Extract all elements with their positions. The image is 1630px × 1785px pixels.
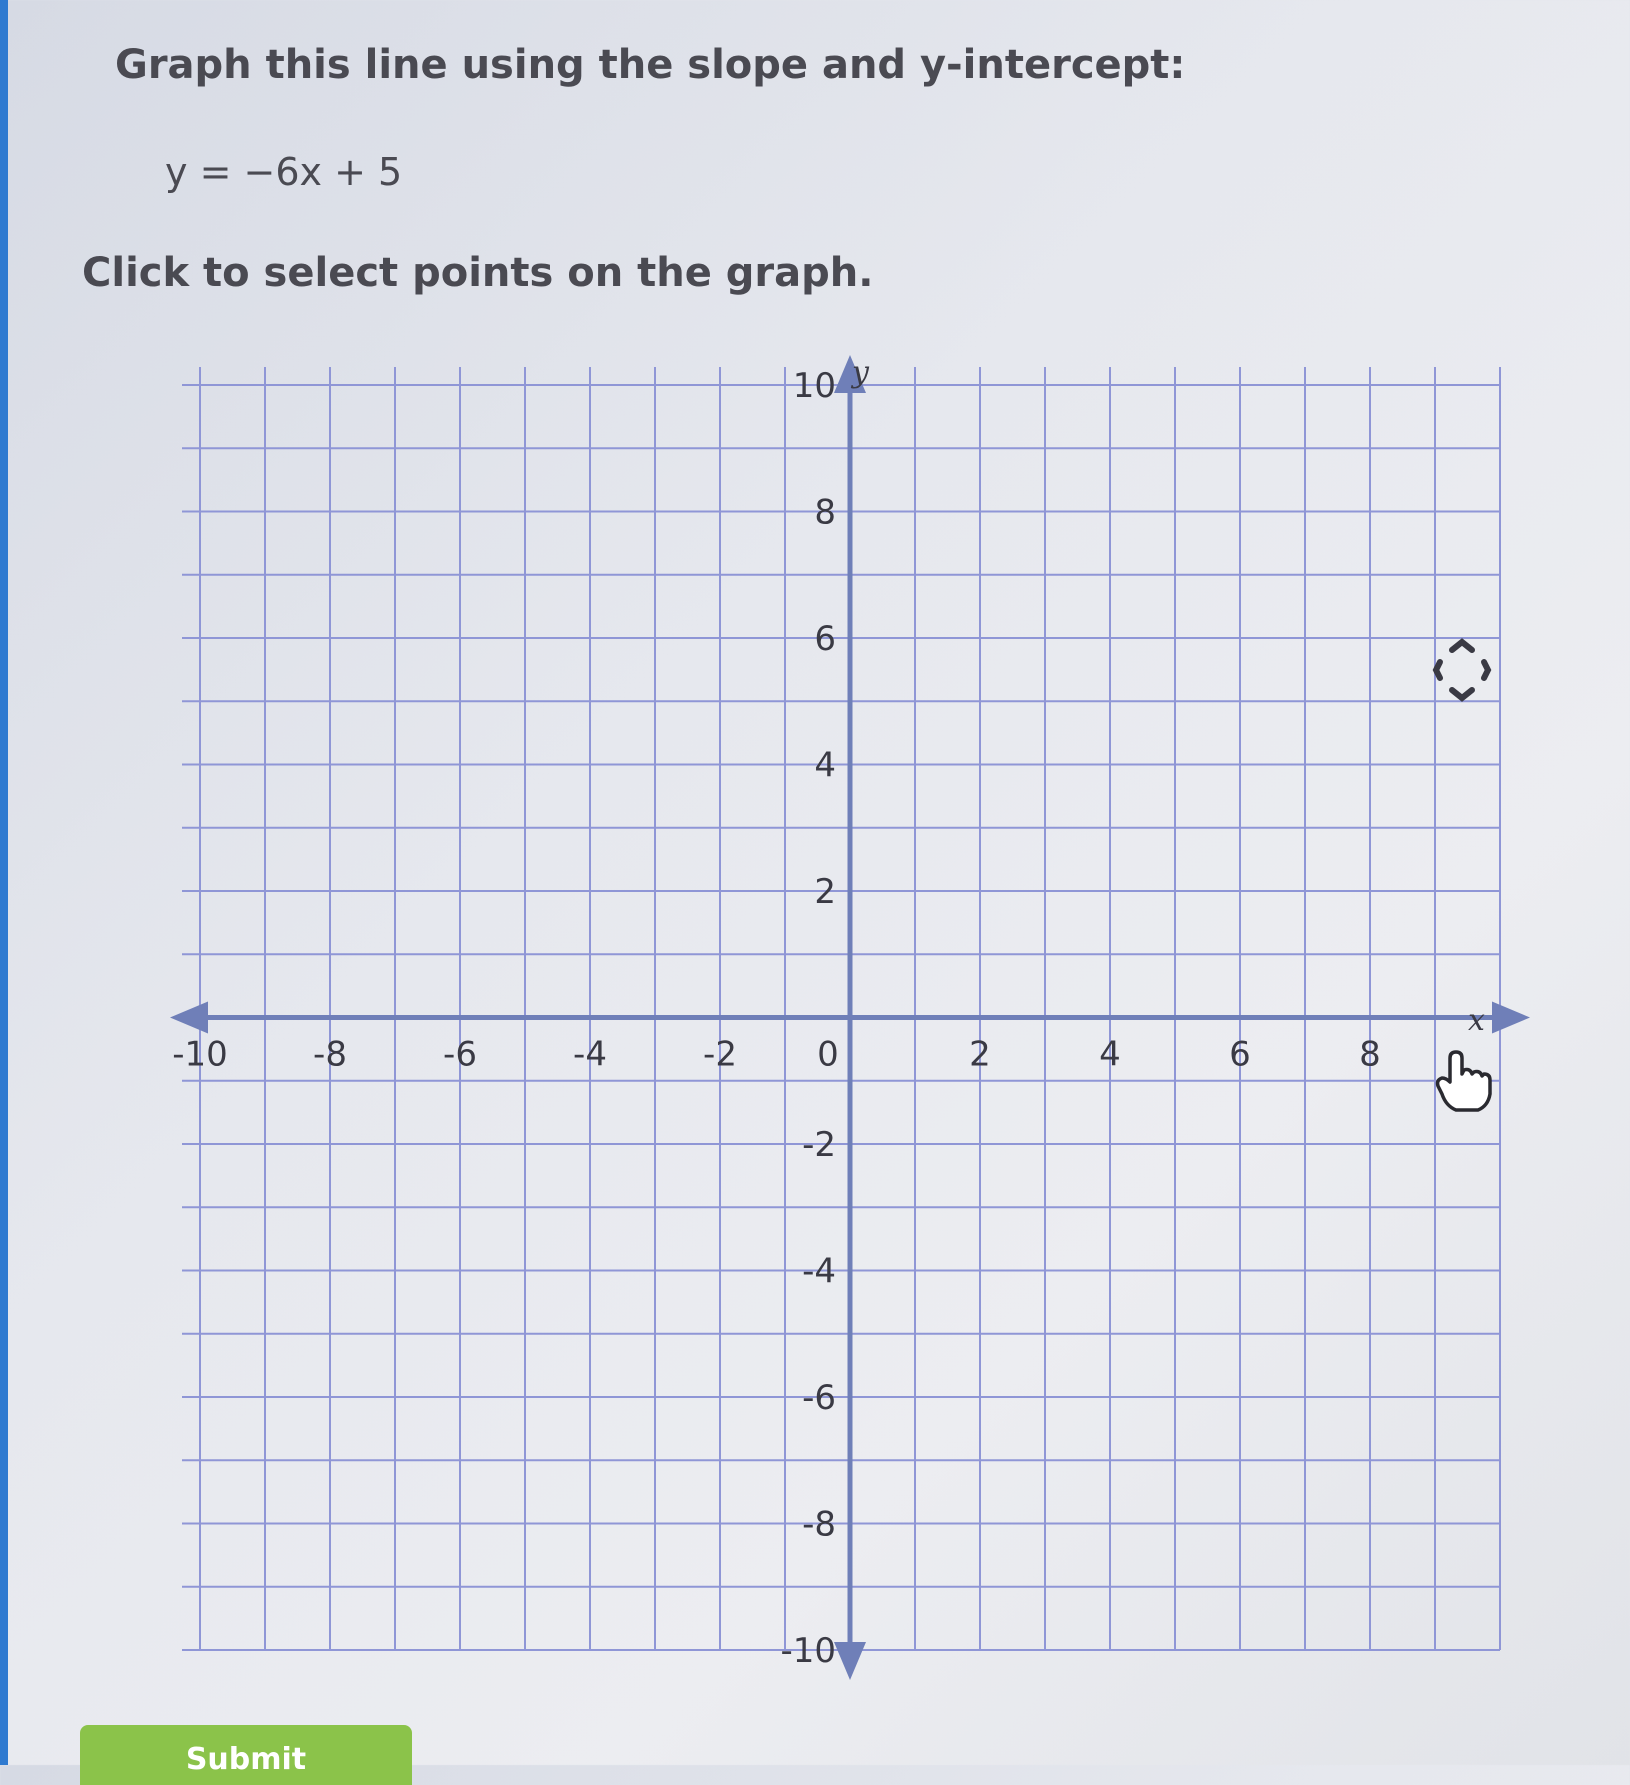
x-tick-label: 0 xyxy=(817,1034,839,1075)
x-axis-label: x xyxy=(1468,1003,1485,1038)
x-tick-label: -8 xyxy=(313,1034,347,1075)
x-tick-label: 2 xyxy=(969,1034,991,1075)
y-tick-label: 4 xyxy=(814,745,836,786)
y-tick-label: 2 xyxy=(814,872,836,912)
y-tick-label: -10 xyxy=(780,1631,836,1671)
x-tick-label: -2 xyxy=(703,1034,737,1075)
instruction-text: Click to select points on the graph. xyxy=(82,250,874,296)
y-tick-label: -4 xyxy=(802,1251,836,1292)
y-tick-label: -6 xyxy=(802,1378,836,1418)
y-tick-label: 8 xyxy=(814,492,836,533)
y-axis-arrow-down xyxy=(834,1642,866,1680)
equation: y = −6x + 5 xyxy=(165,150,403,194)
question-prompt: Graph this line using the slope and y-intercept: xyxy=(115,42,1186,88)
x-tick-label: 8 xyxy=(1359,1034,1381,1075)
move-icon[interactable] xyxy=(1436,642,1488,698)
x-axis-arrow-right xyxy=(1492,1002,1530,1034)
x-tick-label: -4 xyxy=(573,1034,607,1075)
pointer-hand-icon xyxy=(1438,1052,1491,1110)
y-tick-label: 6 xyxy=(814,619,836,659)
x-tick-labels xyxy=(172,1035,1381,1075)
x-tick-label: -6 xyxy=(443,1034,477,1075)
y-tick-label: -2 xyxy=(802,1125,836,1165)
y-tick-label: 10 xyxy=(792,366,836,406)
submit-button[interactable]: Submit xyxy=(80,1725,412,1785)
x-axis-arrow-left xyxy=(170,1002,208,1034)
y-tick-label: -8 xyxy=(802,1504,836,1545)
x-tick-label: 4 xyxy=(1099,1034,1121,1075)
x-tick-label: -10 xyxy=(172,1034,228,1075)
x-tick-label: 6 xyxy=(1229,1034,1251,1075)
y-axis-label: y xyxy=(852,355,869,390)
